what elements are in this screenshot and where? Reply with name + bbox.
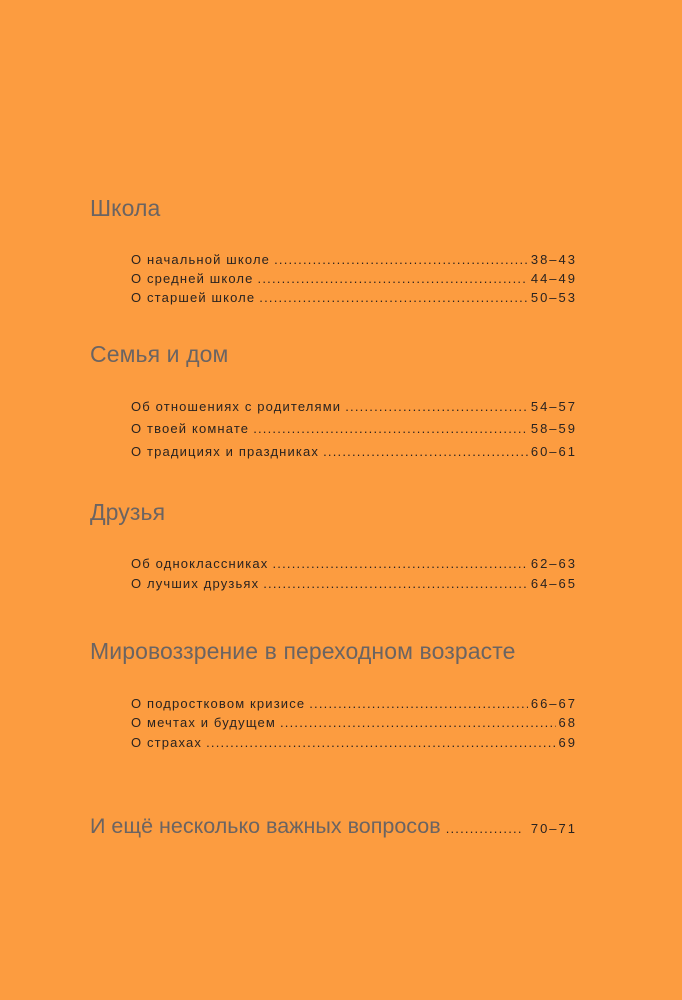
toc-entry-label: О твоей комнате bbox=[131, 421, 250, 436]
section-title-family: Семья и дом bbox=[90, 341, 229, 367]
toc-entry-pages: 54–57 bbox=[530, 399, 577, 414]
toc-entry-best-friends[interactable] bbox=[131, 577, 577, 590]
toc-entry-middle-school[interactable] bbox=[131, 272, 577, 285]
toc-entry-label: Об отношениях с родителями bbox=[131, 399, 342, 414]
toc-entry-pages: 62–63 bbox=[530, 556, 577, 571]
toc-entry-traditions[interactable] bbox=[131, 445, 577, 458]
toc-entry-primary-school[interactable] bbox=[131, 253, 577, 266]
toc-entry-pages: 70–71 bbox=[530, 821, 577, 836]
toc-entry-pages: 50–53 bbox=[530, 290, 577, 305]
toc-entry-label: И ещё несколько важных вопросов bbox=[90, 814, 441, 838]
dot-leader bbox=[446, 822, 521, 835]
toc-entry-pages: 58–59 bbox=[530, 421, 577, 436]
toc-entry-label: О лучших друзьях bbox=[131, 576, 260, 591]
toc-entry-pages: 64–65 bbox=[530, 576, 577, 591]
toc-entry-classmates[interactable] bbox=[131, 557, 577, 570]
dot-leader bbox=[258, 272, 528, 285]
section-title-school: Школа bbox=[90, 195, 161, 221]
toc-entry-label: О средней школе bbox=[131, 271, 254, 286]
toc-entry-label: О страхах bbox=[131, 735, 203, 750]
dot-leader bbox=[280, 716, 556, 729]
dot-leader bbox=[272, 557, 527, 570]
dot-leader bbox=[259, 291, 528, 304]
toc-entry-important-questions[interactable] bbox=[90, 816, 577, 838]
dot-leader bbox=[323, 445, 528, 458]
toc-entry-pages: 60–61 bbox=[530, 444, 577, 459]
toc-entry-pages: 44–49 bbox=[530, 271, 577, 286]
toc-entry-room[interactable] bbox=[131, 422, 577, 435]
toc-entry-high-school[interactable] bbox=[131, 291, 577, 304]
toc-entry-label: О начальной школе bbox=[131, 252, 271, 267]
dot-leader bbox=[345, 400, 528, 413]
toc-entry-pages: 38–43 bbox=[530, 252, 577, 267]
toc-entry-label: О мечтах и будущем bbox=[131, 715, 276, 730]
toc-entry-label: О традициях и праздниках bbox=[131, 444, 320, 459]
dot-leader bbox=[274, 253, 528, 266]
toc-entry-pages: 69 bbox=[558, 735, 577, 750]
toc-entry-label: О подростковом кризисе bbox=[131, 696, 306, 711]
toc-entry-pages: 66–67 bbox=[530, 696, 577, 711]
toc-entry-pages: 68 bbox=[558, 715, 577, 730]
toc-entry-label: Об одноклассниках bbox=[131, 556, 269, 571]
dot-leader bbox=[253, 422, 528, 435]
dot-leader bbox=[206, 736, 555, 749]
toc-entry-label: О старшей школе bbox=[131, 290, 256, 305]
section-title-worldview: Мировоззрение в переходном возрасте bbox=[90, 638, 516, 664]
section-title-friends: Друзья bbox=[90, 499, 166, 525]
dot-leader bbox=[309, 697, 528, 710]
toc-entry-parents[interactable] bbox=[131, 400, 577, 413]
dot-leader bbox=[263, 577, 528, 590]
toc-entry-dreams[interactable] bbox=[131, 716, 577, 729]
toc-entry-teen-crisis[interactable] bbox=[131, 697, 577, 710]
toc-entry-fears[interactable] bbox=[131, 736, 577, 749]
